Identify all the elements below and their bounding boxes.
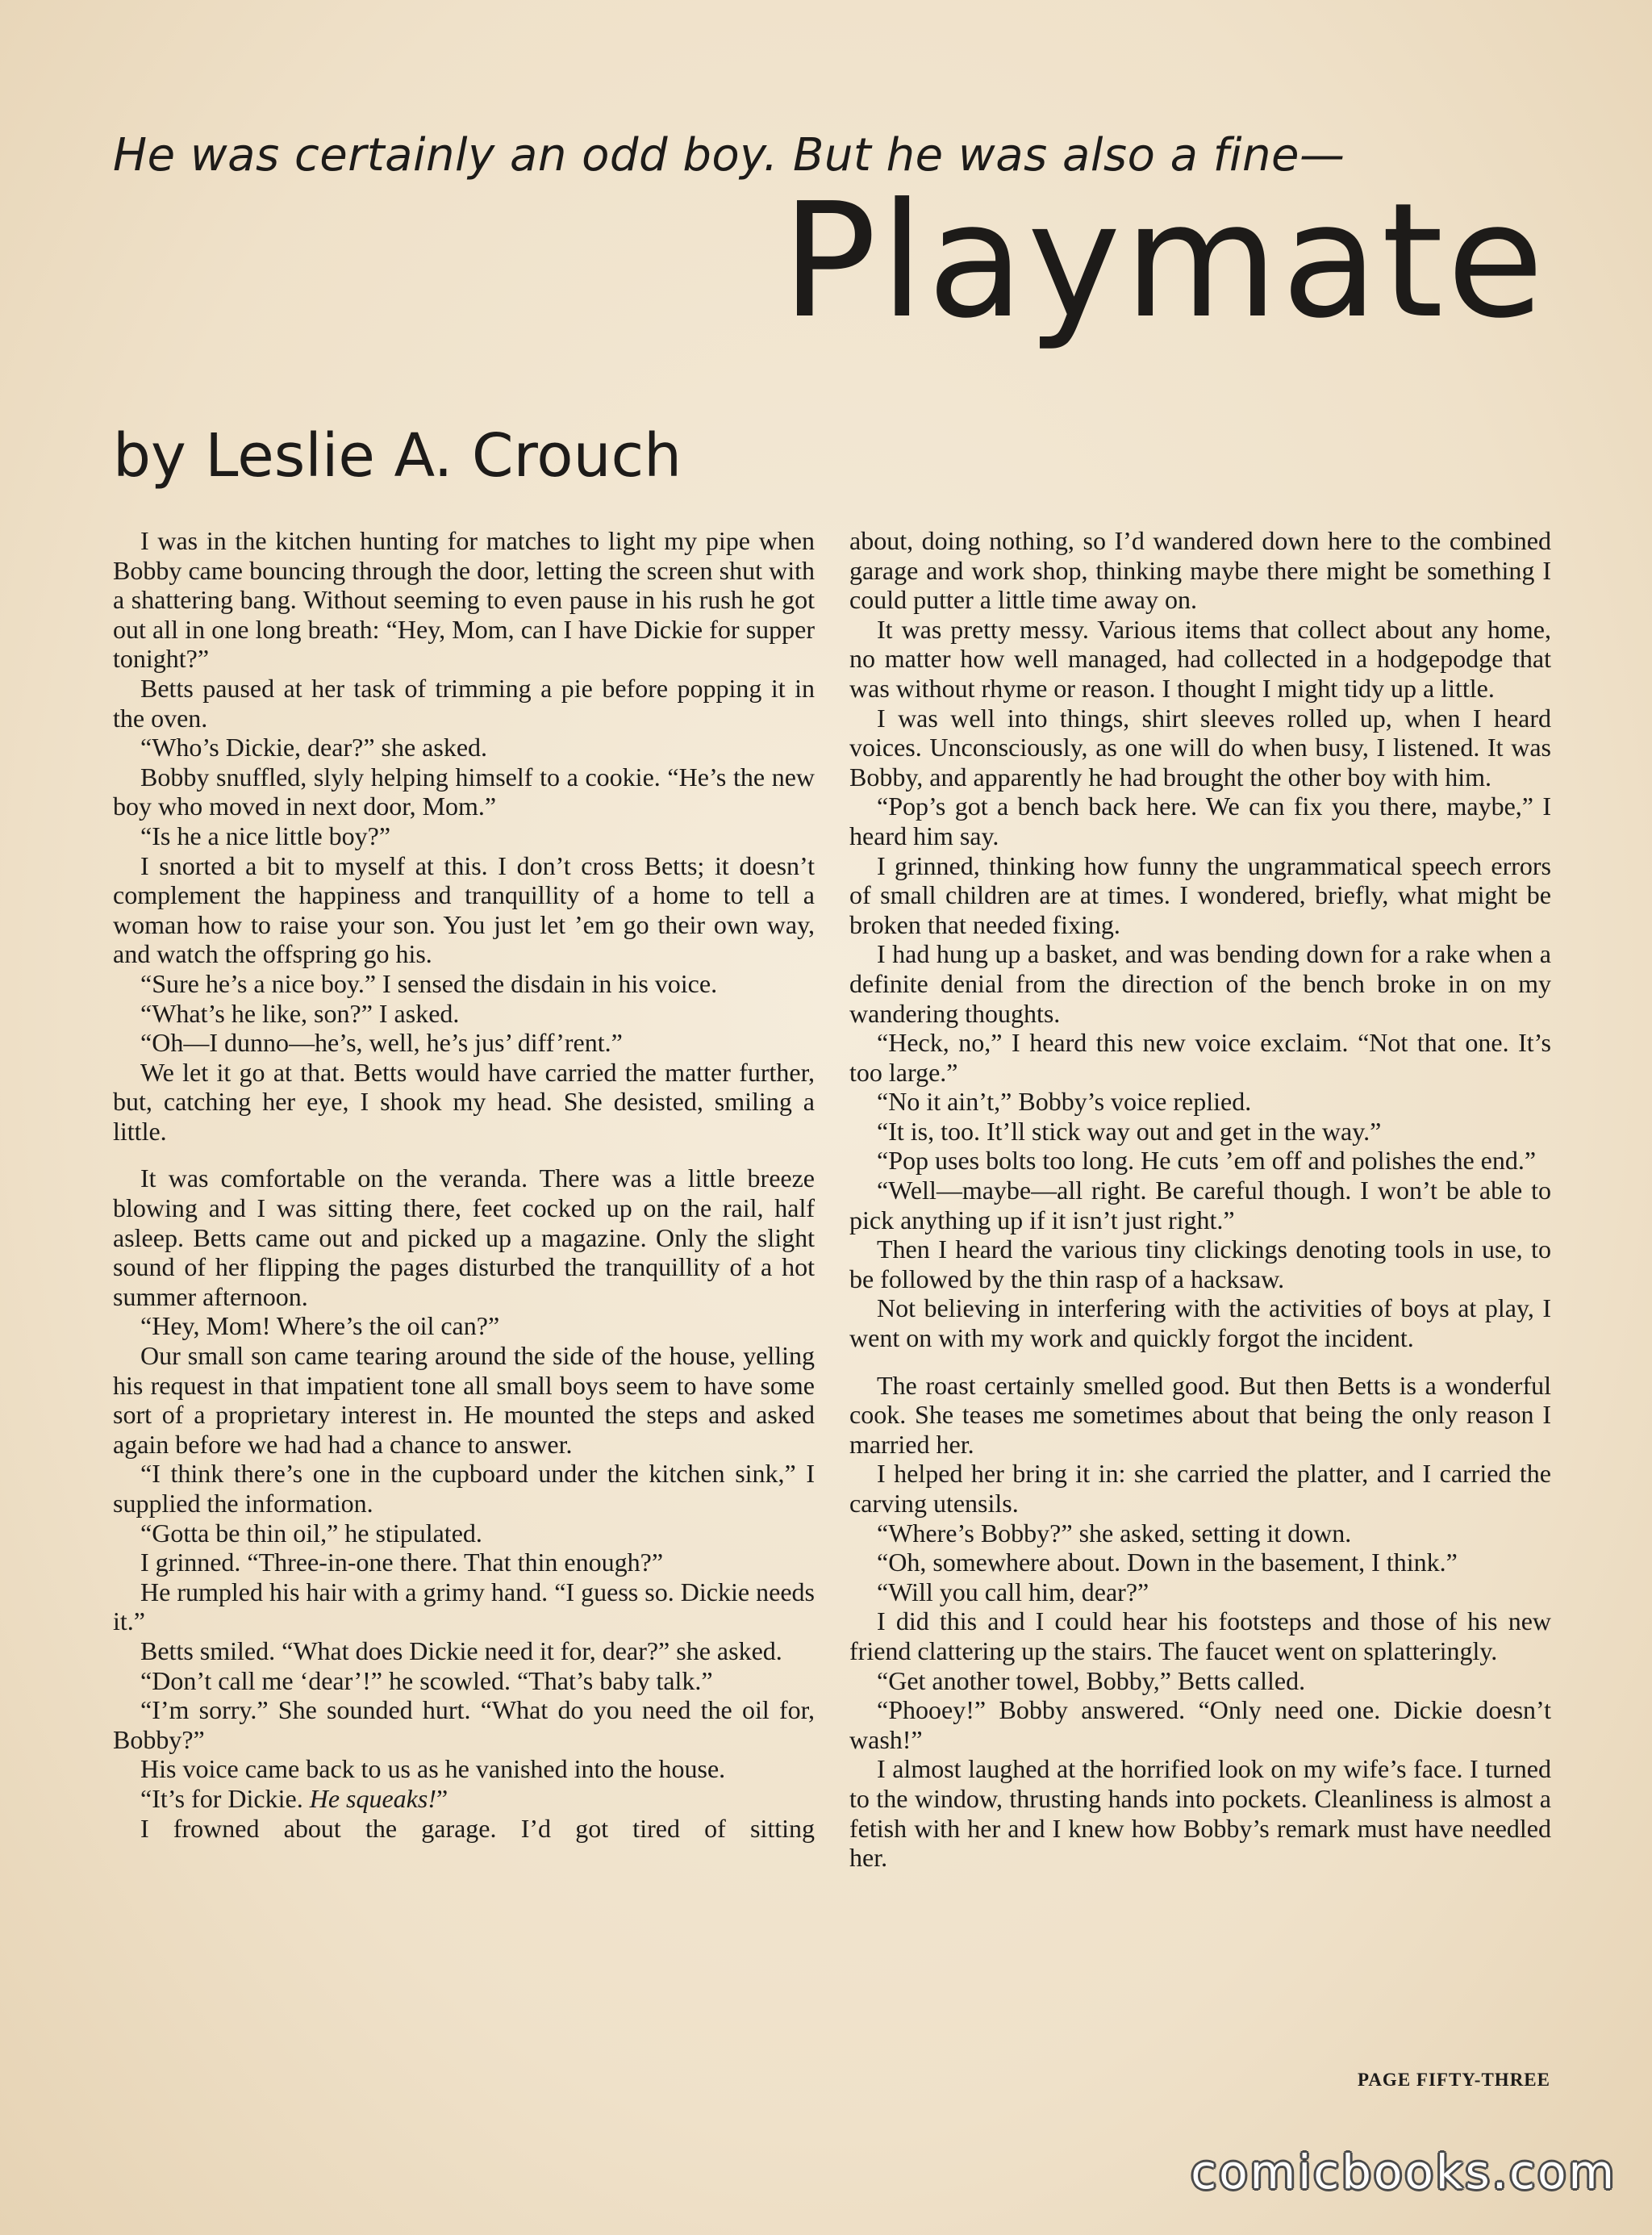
paragraph: “I’m sorry.” She sounded hurt. “What do you need the oil for, Bobby?” bbox=[113, 1695, 815, 1754]
paragraph: “It is, too. It’ll stick way out and get in the way.” bbox=[877, 1116, 1382, 1146]
paragraph: “Well—maybe—all right. Be careful though. I won’t be able to pick anything up if it isn’t just right.” bbox=[849, 1176, 1551, 1234]
paragraph: “Will you call him, dear?” bbox=[877, 1577, 1149, 1606]
paragraph: “Oh—I dunno—he’s, well, he’s jus’ diff’rent.” bbox=[140, 1028, 623, 1058]
paragraph: I had hung up a basket, and was bending down for a rake when a definite denial from the direction of the bench broke in on my wandering thoughts. bbox=[849, 939, 1551, 1028]
paragraph: Betts smiled. “What does Dickie need it for, dear?” she asked. bbox=[140, 1636, 782, 1665]
paragraph-text-end: ” bbox=[436, 1783, 448, 1813]
paragraph: “Where’s Bobby?” she asked, setting it down. bbox=[877, 1518, 1352, 1548]
paragraph: “No it ain’t,” Bobby’s voice replied. bbox=[877, 1087, 1252, 1117]
paragraph: His voice came back to us as he vanished into the house. bbox=[140, 1754, 726, 1784]
paragraph bbox=[113, 1784, 815, 1814]
paragraph: “Phooey!” Bobby answered. “Only need one. Dickie doesn’t wash!” bbox=[849, 1695, 1551, 1754]
watermark: comicbooks.com bbox=[1191, 2145, 1617, 2199]
paragraph: I helped her bring it in: she carried the platter, and I carried the carving utensils. bbox=[849, 1459, 1551, 1518]
paragraph: I was well into things, shirt sleeves rolled up, when I heard voices. Unconsciously, as one will do when busy, I listened. It was Bobby, and apparently he had brought the other boy with him. bbox=[849, 703, 1551, 792]
paragraph: It was pretty messy. Various items that collect about any home, no matter how well managed, had collected in a hodgepodge that was without rhyme or reason. I thought I might tidy up a little. bbox=[849, 614, 1551, 703]
paragraph: “Gotta be thin oil,” he stipulated. bbox=[140, 1518, 482, 1548]
italic-text: He squeaks! bbox=[309, 1783, 436, 1813]
page-number: PAGE FIFTY-THREE bbox=[1357, 2070, 1550, 2090]
paragraph: Then I heard the various tiny clickings denoting tools in use, to be followed by the thin rasp of a hacksaw. bbox=[849, 1234, 1551, 1293]
section-start-paragraph: It was comfortable on the veranda. There was a little breeze blowing and I was sitting there, feet cocked up on the rail, half asleep. Betts came out and picked up a magazine. Only the slight sound of her flipping the pages disturbed the tranquillity of a hot summer afternoon. bbox=[113, 1163, 815, 1311]
paragraph: I almost laughed at the horrified look on my wife’s face. I turned to the window, thrusting hands into pockets. Cleanliness is almost a fetish with her and I knew how Bobby’s remark must have needled her. bbox=[849, 1754, 1551, 1873]
paragraph: “Heck, no,” I heard this new voice exclaim. “Not that one. It’s too large.” bbox=[849, 1028, 1551, 1087]
paragraph: Bobby snuffled, slyly helping himself to a cookie. “He’s the new boy who moved in next door, Mom.” bbox=[113, 762, 815, 821]
paragraph: “Don’t call me ‘dear’!” he scowled. “That’s baby talk.” bbox=[140, 1665, 713, 1695]
article-byline: by Leslie A. Crouch bbox=[113, 421, 682, 491]
paragraph: I was in the kitchen hunting for matches to light my pipe when Bobby came bouncing through the door, letting the screen shut with a shattering bang. Without seeming to even pause in his rush he got out all in one long breath: “Hey, Mom, can I have Dickie for supper tonight?” bbox=[113, 526, 815, 674]
section-start-paragraph: The roast certainly smelled good. But then Betts is a wonderful cook. She teases me sometimes about that being the only reason I married her. bbox=[849, 1370, 1551, 1459]
paragraph: “Get another towel, Bobby,” Betts called. bbox=[877, 1665, 1306, 1695]
paragraph: “Hey, Mom! Where’s the oil can?” bbox=[140, 1311, 500, 1341]
paragraph: “Sure he’s a nice boy.” I sensed the disdain in his voice. bbox=[140, 968, 718, 998]
article-title: Playmate bbox=[781, 169, 1547, 353]
paragraph: Betts paused at her task of trimming a pie before popping it in the oven. bbox=[113, 673, 815, 733]
paragraph-text: “It’s for Dickie. bbox=[140, 1783, 310, 1813]
paragraph: about, doing nothing, so I’d wandered down here to the combined garage and work shop, thinking maybe there might be something I could putter a little time away on. bbox=[849, 526, 1551, 615]
paragraph: I did this and I could hear his footsteps and those of his new friend clattering up the stairs. The faucet went on splatteringly. bbox=[849, 1606, 1551, 1665]
paragraph: “Who’s Dickie, dear?” she asked. bbox=[140, 733, 488, 762]
paragraph: “Oh, somewhere about. Down in the basement, I think.” bbox=[877, 1548, 1458, 1577]
paragraph: “Pop uses bolts too long. He cuts ’em off and polishes the end.” bbox=[877, 1146, 1537, 1176]
paragraph: “Is he a nice little boy?” bbox=[140, 821, 391, 850]
article-kicker: He was certainly an odd boy. But he was also a fine— bbox=[113, 129, 1345, 182]
paragraph: Not believing in interfering with the activities of boys at play, I went on with my work and quickly forgot the incident. bbox=[849, 1293, 1551, 1353]
right-column bbox=[849, 526, 1551, 1873]
paragraph: Our small son came tearing around the side of the house, yelling his request in that impatient tone all small boys seem to have some sort of a proprietary interest in. He mounted the steps and asked again before we had had a chance to answer. bbox=[113, 1341, 815, 1459]
paragraph: “Pop’s got a bench back here. We can fix you there, maybe,” I heard him say. bbox=[849, 792, 1551, 850]
paragraph: We let it go at that. Betts would have carried the matter further, but, catching her eye, I shook my head. She desisted, smiling a little. bbox=[113, 1057, 815, 1146]
paragraph: I grinned, thinking how funny the ungrammatical speech errors of small children are at times. I wondered, briefly, what might be broken that needed fixing. bbox=[849, 850, 1551, 939]
paragraph: He rumpled his hair with a grimy hand. “I guess so. Dickie needs it.” bbox=[113, 1577, 815, 1636]
paragraph: I grinned. “Three-in-one there. That thin enough?” bbox=[140, 1548, 664, 1577]
paragraph: “What’s he like, son?” I asked. bbox=[140, 998, 460, 1028]
left-column bbox=[113, 526, 815, 1843]
paragraph: I frowned about the garage. I’d got tired of sitting bbox=[140, 1813, 815, 1843]
paragraph: “I think there’s one in the cupboard under the kitchen sink,” I supplied the information. bbox=[113, 1459, 815, 1518]
paragraph: I snorted a bit to myself at this. I don’t cross Betts; it doesn’t complement the happiness and tranquillity of a home to tell a woman how to raise your son. You just let ’em go their own way, and watch the offspring go his. bbox=[113, 850, 815, 969]
